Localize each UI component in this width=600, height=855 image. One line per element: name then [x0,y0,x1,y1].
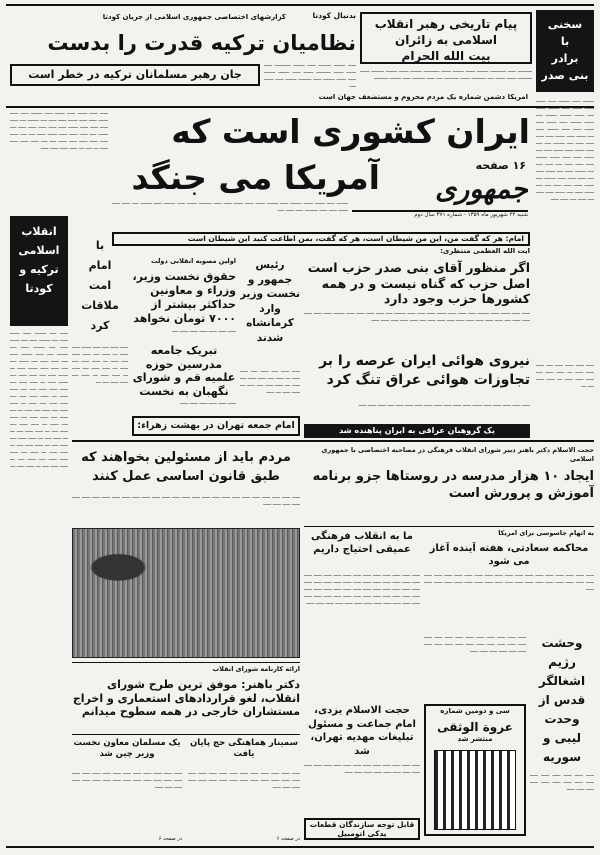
right-box-line3: برادر [551,52,579,65]
yazdi-text: ـــــ ـــــ ـــــ ـــــ ـــــ ـــــ ـــــ ـــــ ـــــ ـــــ ـــــ ـــــ ـــــ ـــــ ـــــ ـــــ ـــــ ـــــ ـــــ ـــــ [304,762,420,775]
crowd-photo [72,528,300,658]
car-parts-ad: قابل توجه سازندگان قطعات یدکی اتومبیل [304,818,420,840]
right-box-line4: بنی صدر [541,69,589,82]
seminar-headline: سمینار هماهنگی حج پایان یافت [190,738,298,759]
air-force-text: ـــــ ـــــ ـــــ ـــــ ـــــ ــــــ ـــــ ـــــ ـــــ ـــــ ـــــ ـــــ ـــــ ـــــ ــــ ـــــ ـــــ ـــــ [358,402,530,408]
wahsh-text: ـــــ ـــــ ـــــ ـــــ ـــــ ـــــ ـــــ ـــــ ـــــ ـــــ ـــــ ـــــ ـــــ ـــــ ـــــ ـــــ ـــــ ـــــ ـــــ ـــــ ـــــ ـــــ ـــــ ـــــ ـــــ ـــــ [424,634,526,654]
muslim-headline: یک مسلمان معاون نخست وزیر چین شد [73,738,181,759]
wahsh-l4: قدس از [538,693,586,707]
message-line3: بیت الله الحرام [401,49,491,63]
urwa-title: عروة الوثقی [437,720,513,734]
bottom-border [6,846,594,848]
wahsh-l6: لیبی و [542,731,582,745]
ayatollah-text: ـــــ ـــــ ــــــ ـــــ ـــــــ ـــــ ـــــ ـــــ ــــــ ـــــ ـــــ ـــــ ـــــــ ــــ ـــــ ـــــ ـــــ ـــــ ـــــــ ـــــ ـــــ ـــــ ـــــ ـــــ ــــ ـــــ ـــــ ـــــ ـــــ ـــــ ـــــ ـــــ ـــــ ــــ ـــــ ـــــ ـــــ ـــــ ـــــ [304,310,530,323]
imam-quote-bar: امام: هر که گفت من، این من شیطان است، هر که گفت، بمن اطاعت کنید این شیطان است [112,232,530,246]
message-line1: پیام تاریخی رهبر انقلاب [374,17,518,31]
seminar-text: ـــــ ـــــ ـــــ ـــــ ـــــ ـــــ ـــــ ـــــ ـــــ ـــــ ـــــ ـــــ ـــــ ـــــ ـــــ ـــــ ـــــ ـــــ ـــــ ـــــ ـــــ ـــــ ـــــ ـــــ ـــــ [188,770,300,790]
imam-meeting-text: ـــــ ـــــ ــــ ـــــ ــــــ ـــــ ـــــ ـــ ـــــ ــــ ـــــ ـــــ ــــ ـــــ ـــ ـــــ ـــــ ــــ ـــــ ـــ ـــــ ـــــ ــــ ـــــ ـــ ـــــ ـــــ ـــ ـــــ ــــ ـــــ ـــــ ــــ ـــ [72,344,128,385]
turkey-kicker-right: بدنبال کودتا [312,12,356,20]
left-column-text: ـــــ ــــ ـــــــ ـــــ ــــــ ـــــ ــــ ـــــــ ـــــ ــــ ــــــ ـــــ ــــ ـــــــ ـــــ ــــ ـــــــ ــــ ـــــ ـــــــ ـــــ ــــ ـــــ ـــــ ــــ ــــــ ــــ ــــ ـــــ ـــــ ــــــ ـــــ ـــ ــــــ ـــــ ــــ ـــــ ـــــ ــــ ــــــ ـــــ ـــ ـــــ ـــــ ــــ ـــــ ـــــ ـــــ ــــ ــــ ـــــ ـــــ ـــ ـــــ ـــــ ــــ ــــ ـــــ ـــــ ــــ ـــــ ـــ ـــــ ـــــ ــــ ـــــ ــــ ـــــ ـــ ــــ ـــــ ــــ ـــــ ـــــ ــــ ـــــ ــــ ـــــ ـــ ـــــ ـــــ ــــ ـــــ ــــ ـــ ـــــ ـــــ ــــ ـــ ـــ ـــــ ــــ ـــ ـــــ ـــــ ــــ ـــــ ــــ ـــ ـــــ ـــــ ــــ ـــ ـــــ ـــــ ـــ ـــــ ــــ ـــــ ـــــ ـــــ ــــ ـــــ ــــ ـــ ـــــ ـــــ ــــ ـــ ـــــ ـــــ ـــ [10,330,68,469]
wahsh-l2: رژیم [548,655,576,669]
top-border [6,4,594,6]
imam-meeting [72,236,128,340]
right-column-text-2: ـــــ ـــــ ـــــ ـــــ ــــ ـــــ ـــــ ـــــ ـــ ـــــ ـــــ ــــ ـــــ ـــــ ـــــ ـــ ـــــ ـــــ ــــ ـــ [536,362,594,389]
masthead-text: ـــــــ ـــــ ــــــ ــــــ ـــــــ ـــــ ـــــــ ــــــ ـــــ ــــــ ـــــ ـــــ ــــــــ ــــــ ـــــ ـــــــ ـــــ ـــــــ ــــ ـــــ ـــــ ــــــ ـــــ ـــــ ــــــــ ـــــ ـــــ ــــ [112,200,348,213]
page-ref-2: در صفحه ۶ [276,836,300,842]
spy-headline: محاکمه سعادتی، هفته آینده آغاز می شود [429,543,589,567]
separator-top [6,106,594,108]
message-line2: اسلامی به زائران [394,33,498,47]
right-column-text: ـــــــ ـــــ ـــــــ ـــــ ــــــ ــــــ ــــــ ـــــ ـــــــ ــــــ ــــ ــــــ ـــــــ ـــــــ ــــ ــــــ ـــــــ ـــــ ــــــ ـــــ ــــــ ـــــ ـــــ ـــــــ ـــــ ــــ ــــــ ـــــ ــــــ ـــــ ـــــ ـــــ ـــــ ــــ ـــــــ ــــ ــــ ـــــ ــــــ ـــــ ــــــ ـــــ ــــ ــــــ ـــــ ـــــ ــــــ ـــــــ ـــــ ـــــ ـــــ ــــ ـــــ ــــ ــــ ـــــــ ـــــ ــــ ــــــ ـــــ ــــ ـــــ ـــــ ـــــ ـــــــ ــــ ــــــ ـــــ ـــــ ـــــ ــــ ــــ ــــــ ـــــ ــــ ــــــ ـــــ ـــــ ــــ ـــــ ــــ ـــــ ـــــ [536,98,594,202]
separator-mid [72,440,594,442]
muslim-text: ـــــ ـــــ ـــــ ـــــ ـــــ ـــــ ـــــ ـــــ ـــــ ـــــ ـــــ ـــــ ـــــ ـــــ ـــــ ـــــ ـــــ ـــــ ـــــ ـــــ ـــــ ـــــ ـــــ ـــــ ـــــ [72,770,182,790]
urwa-kicker: سی و دومین شماره [440,708,510,715]
education-headline: ایجاد ۱۰ هزار مدرسه در روستاها جزو برنامه آموزش و پرورش است [312,469,594,501]
wahsh-l3: اشغالگر [538,674,586,688]
right-box-title: سخنی [547,18,583,31]
left-turkey-box: انقلاب اسلامی ترکیه و کودتا [10,216,68,326]
masthead-headline-2: آمریکا می جنگد [131,158,380,197]
separator-edu [304,526,594,527]
rights-kicker: اولین مصوبه انقلابی دولت [151,258,236,265]
urwa-cover-image [434,750,516,830]
turkey-headline: نظامیان ترکیه قدرت را بدست [47,31,356,55]
imam-meeting-l2: امام [88,259,112,272]
yazdi-headline: حجت الاسلام یزدی، امام جماعت و مسئول تبلیغات مهدیه تهران، شد [308,705,416,757]
sergeant-bar: یک گروهبان عراقی به ایران پناهنده شد [304,424,530,438]
imam-meeting-l1: با [95,239,105,252]
masthead-kicker: آمریکا دشمن شماره یک مردم محروم و مستضعف جهان است [318,94,528,101]
wahsh-l5: وحدت [544,712,580,726]
spy-kicker: به اتهام جاسوسی برای آمریکا [498,530,594,537]
newspaper-logo: جمهوری [435,174,528,205]
council-kicker: ارائه کارنامه شورای انقلاب [212,666,300,673]
left-top-text: ـــــ ـــــ ــــــ ـــــ ــــــ ـــــ ـــــــ ـــــ ـــــ ــــــ ـــــ ـــــ ــــــ ـــــ ـــــ ــــ ـــــــ ــــ ـــــ ـــــ ـــــ ـــــ ــــــ ـــــ ـــــ ـــــ ـــــ ـــــ ــــ ــــــ ــــ ـــــ ـــــ ـــــ ــــــ ـــــ ــــ ــــ ـــــ ـــــ ـــــ ـــــ ـــــ ـــــ ــــ ــــ ـــــ ـــــ ـــــ ـــــ ـــ ــــ ـــ ـــــ ـــــ ـــــ ـــــ [10,110,108,151]
education-kicker: حجت الاسلام دکتر باهنر دبیر شورای انقلاب فرهنگی در مصاحبه اختصاصی با جمهوری اسلامی [321,446,594,463]
message-box [360,12,532,64]
turkey-kicker-left: گزارشهای اختصاصی جمهوری اسلامی از جریان کودتا [102,14,286,21]
wahsh-text-2: ـــــ ـــــ ـــــ ـــــ ـــــ ـــــ ـــــ ـــــ ـــــ ـــــ ـــــ ـــــ ـــــ ـــــ ـــــ [530,772,594,792]
right-box-line2: با [560,35,570,48]
wahsh-headline [530,634,594,768]
president-text: ـــــ ـــــ ــــ ـــــ ــــ ـــــ ـــــ ـــ ـــــ ــــ ـــــ ـــــ ــــ ـــــ ـــ ـــــ ـــــ ــــ ـــــ ـــ ـــــ ـــــ ـــ ـــــ [240,368,300,395]
urwa-box [424,704,526,836]
separator-photo [72,662,300,663]
president-headline: رئیس جمهور و نخست وزیر وارد کرمانشاه شدند [240,259,300,344]
message-body-text: ـــــــــ ـــــ ــــــــــ ـــــــ ــــــ ـــــــ ــــــ ــــــــــ ـــــــ ــــــ ـــــــ ــــــــ ــــــ ـــــــــ ــــــ ــــــ ــــ ـــــــــ ــــــ ـــــــــ ــــ ـــــ ــــــــ ـــــ ـــــــ ـــــــــ [360,68,532,81]
ayatollah-kicker: آیت الله العظمی منتظری: [440,248,530,255]
issue-info: شنبه ۲۲ شهریور ماه ۱۳۵۹ - شماره ۳۷۱ سال دوم [414,212,528,218]
right-box [536,10,594,92]
congrats-text: ـــــ ـــــ ـــــ ـــــ ـــــ ـــــ [180,400,236,406]
council-headline: دکتر باهنر: موفق ترین طرح شورای انقلاب، لغو قراردادهای استعماری و اخراج مستشاران خارجی در همه سطوح میدانم [72,678,300,718]
ayatollah-headline: اگر منظور آقای بنی صدر حزب است اصل حزب که گناه نیست و در همه کشورها حزب وجود دارد [307,260,530,306]
officials-text: ـــــ ـــــ ـــــ ـــــ ـــــ ـــــ ـــــ ـــــ ـــــ ـــــ ـــــ ـــــ ـــــ ـــــ ـــــ ـــــ ـــــ ـــــ ـــــ ـــــ ـــــ ـــــ ـــــ ـــــ ـــــ ـــــ ـــــ [72,494,300,507]
logo-block [352,160,528,224]
turkey-text: ـــــ ـــــــ ــــــــ ـــــ ـــــــ ــــــــــ ـــــ ــــــ ــــــ ـــــــــ ــــــ ـــــ ـــــــ ـــــــ ـــــ ــــــ ـــــــ ـــــ ــــــــ ـــــــ ـــــ ــــــ ــــ [264,62,356,89]
culture-text: ـــــ ـــــ ـــــ ـــــ ـــــ ـــــ ـــــ ـــــ ـــــ ـــــ ـــــ ـــــ ـــــ ـــــ ـــــ ـــــ ـــــ ـــــ ـــــ ـــــ ـــــ ـــــ ـــــ ـــــ ـــــ ـــــ ـــــ ـــــ ـــــ ـــــ ـــــ ـــــ ـــــ ـــــ ـــــ ـــــ ـــــ ـــــ ـــــ ـــــ ـــــ ـــــ ـــــ ـــــ ـــــ ـــــ ـــــ ـــــ ـــــ ـــــ ـــــ ـــــ ـــــ ـــــ ـــــ ـــــ ـــــ ـــــ ـــــ ـــــ [304,572,420,606]
pages-count: ۱۶ صفحه [475,160,526,172]
separator-council [72,734,300,735]
air-force-headline: نیروی هوائی ایران عرصه را بر تجاوزات هوائی عراق تنگ کرد [319,353,530,388]
rights-headline: حقوق نخست وزیر، وزراء و معاونین حداکثر بیشتر از ۷۰۰۰ تومان نخواهد [132,270,236,325]
spy-text: ـــــ ـــــ ـــــ ـــــ ـــــ ـــــ ـــــ ـــــ ـــــ ـــــ ـــــ ـــــ ـــــ ـــــ ـــــ ـــــ ـــــ ـــــ ـــــ ـــــ ـــــ ـــــ ـــــ ـــــ ـــــ ـــــ ـــــ ـــــ ـــــ ـــــ ـــــ ـــــ ـــــ ـــــ ـــــ [424,572,594,592]
imam-meeting-l4: ملاقات [81,299,119,312]
culture-headline: ما به انقلاب فرهنگی عمیقی احتیاج داریم [311,531,413,555]
imam-meeting-l3: امت [88,279,112,292]
turkey-bar: جان رهبر مسلمانان ترکیه در خطر است [10,64,260,86]
rights-text: ـــــ ـــــ ـــــ ـــــ ـــــ ـــــ ــــ [172,328,236,334]
imam-meeting-l5: کرد [90,319,110,332]
page-ref-1: در صفحه ۶ [158,836,182,842]
friday-prayer-headline: امام جمعه تهران در بهشت زهراء: [132,416,300,436]
congrats-headline: تبریک جامعه مدرسین حوزه علمیه قم و شورای نگهبان به نخست [132,344,236,398]
wahsh-l7: سوریه [542,750,581,764]
officials-headline: مردم باید از مسئولین بخواهند که طبق قانون اساسی عمل کنند [81,450,291,484]
urwa-sub: منتشر شد [457,736,493,743]
masthead-headline-1: ایران کشوری است که [171,112,530,151]
wahsh-l1: وحشت [541,636,583,650]
